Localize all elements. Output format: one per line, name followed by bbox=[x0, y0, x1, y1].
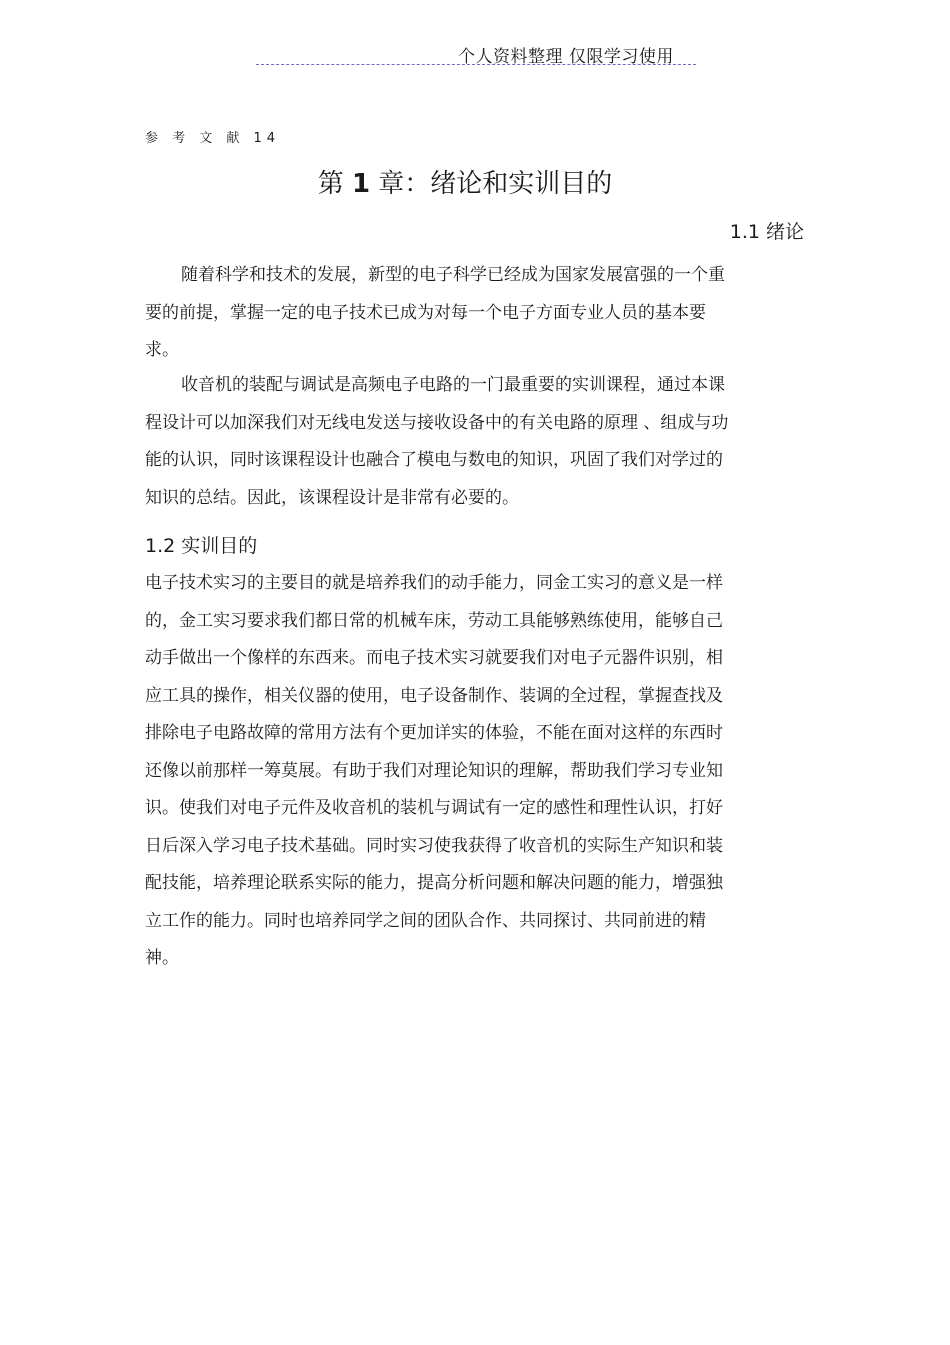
paragraph-line: 还像以前那样一筹莫展。有助于我们对理论知识的理解，帮助我们学习专业知 bbox=[145, 760, 723, 781]
paragraph-line: 应工具的操作，相关仪器的使用，电子设备制作、装调的全过程，掌握查找及 bbox=[145, 685, 723, 706]
toc-reference-line: 参 考 文 献 14 bbox=[145, 131, 281, 146]
paragraph-line: 动手做出一个像样的东西来。而电子技术实习就要我们对电子元器件识别，相 bbox=[145, 648, 723, 668]
paragraph-line: 要的前提，掌握一定的电子技术已成为对每一个电子方面专业人员的基本要 bbox=[145, 302, 706, 323]
chapter-number: 1 bbox=[351, 169, 371, 199]
paragraph-objectives bbox=[145, 565, 755, 978]
paragraph-line: 电子技术实习的主要目的就是培养我们的动手能力，同金工实习的意义是一样 bbox=[145, 573, 723, 593]
chapter-title-prefix: 第 bbox=[317, 169, 352, 199]
paragraph-line: 知识的总结。因此，该课程设计是非常有必要的。 bbox=[145, 487, 519, 508]
paragraph-intro-2 bbox=[145, 367, 755, 517]
paragraph-line: 随着科学和技术的发展，新型的电子科学已经成为国家发展富强的一个重 bbox=[181, 265, 725, 285]
paragraph-line: 神。 bbox=[145, 948, 179, 968]
paragraph-intro-1 bbox=[145, 257, 755, 370]
section-heading-1-2: 1.2 实训目的 bbox=[145, 535, 258, 557]
paragraph-line: 程设计可以加深我们对无线电发送与接收设备中的有关电路的原理 、组成与功 bbox=[145, 412, 729, 433]
header-divider bbox=[256, 64, 696, 65]
paragraph-line: 日后深入学习电子技术基础。同时实习使我获得了收音机的实际生产知识和装 bbox=[145, 835, 723, 856]
paragraph-line: 能的认识，同时该课程设计也融合了模电与数电的知识，巩固了我们对学过的 bbox=[145, 450, 723, 470]
section-heading-1-1: 1.1 绪论 bbox=[729, 221, 804, 243]
paragraph-line: 立工作的能力。同时也培养同学之间的团队合作、共同探讨、共同前进的精 bbox=[145, 910, 706, 931]
paragraph-line: 排除电子电路故障的常用方法有个更加详实的体验，不能在面对这样的东西时 bbox=[145, 723, 723, 743]
paragraph-line: 的，金工实习要求我们都日常的机械车床，劳动工具能够熟练使用，能够自己 bbox=[145, 610, 723, 631]
paragraph-line: 求。 bbox=[145, 340, 179, 360]
paragraph-line: 收音机的装配与调试是高频电子电路的一门最重要的实训课程，通过本课 bbox=[181, 375, 725, 395]
page-header: 个人资料整理 仅限学习使用 bbox=[458, 47, 674, 67]
paragraph-line: 配技能，培养理论联系实际的能力，提高分析问题和解决问题的能力，增强独 bbox=[145, 873, 723, 893]
paragraph-line: 识。使我们对电子元件及收音机的装机与调试有一定的感性和理性认识，打好 bbox=[145, 798, 723, 818]
chapter-title bbox=[0, 163, 930, 200]
chapter-title-suffix: 章：绪论和实训目的 bbox=[370, 169, 613, 199]
